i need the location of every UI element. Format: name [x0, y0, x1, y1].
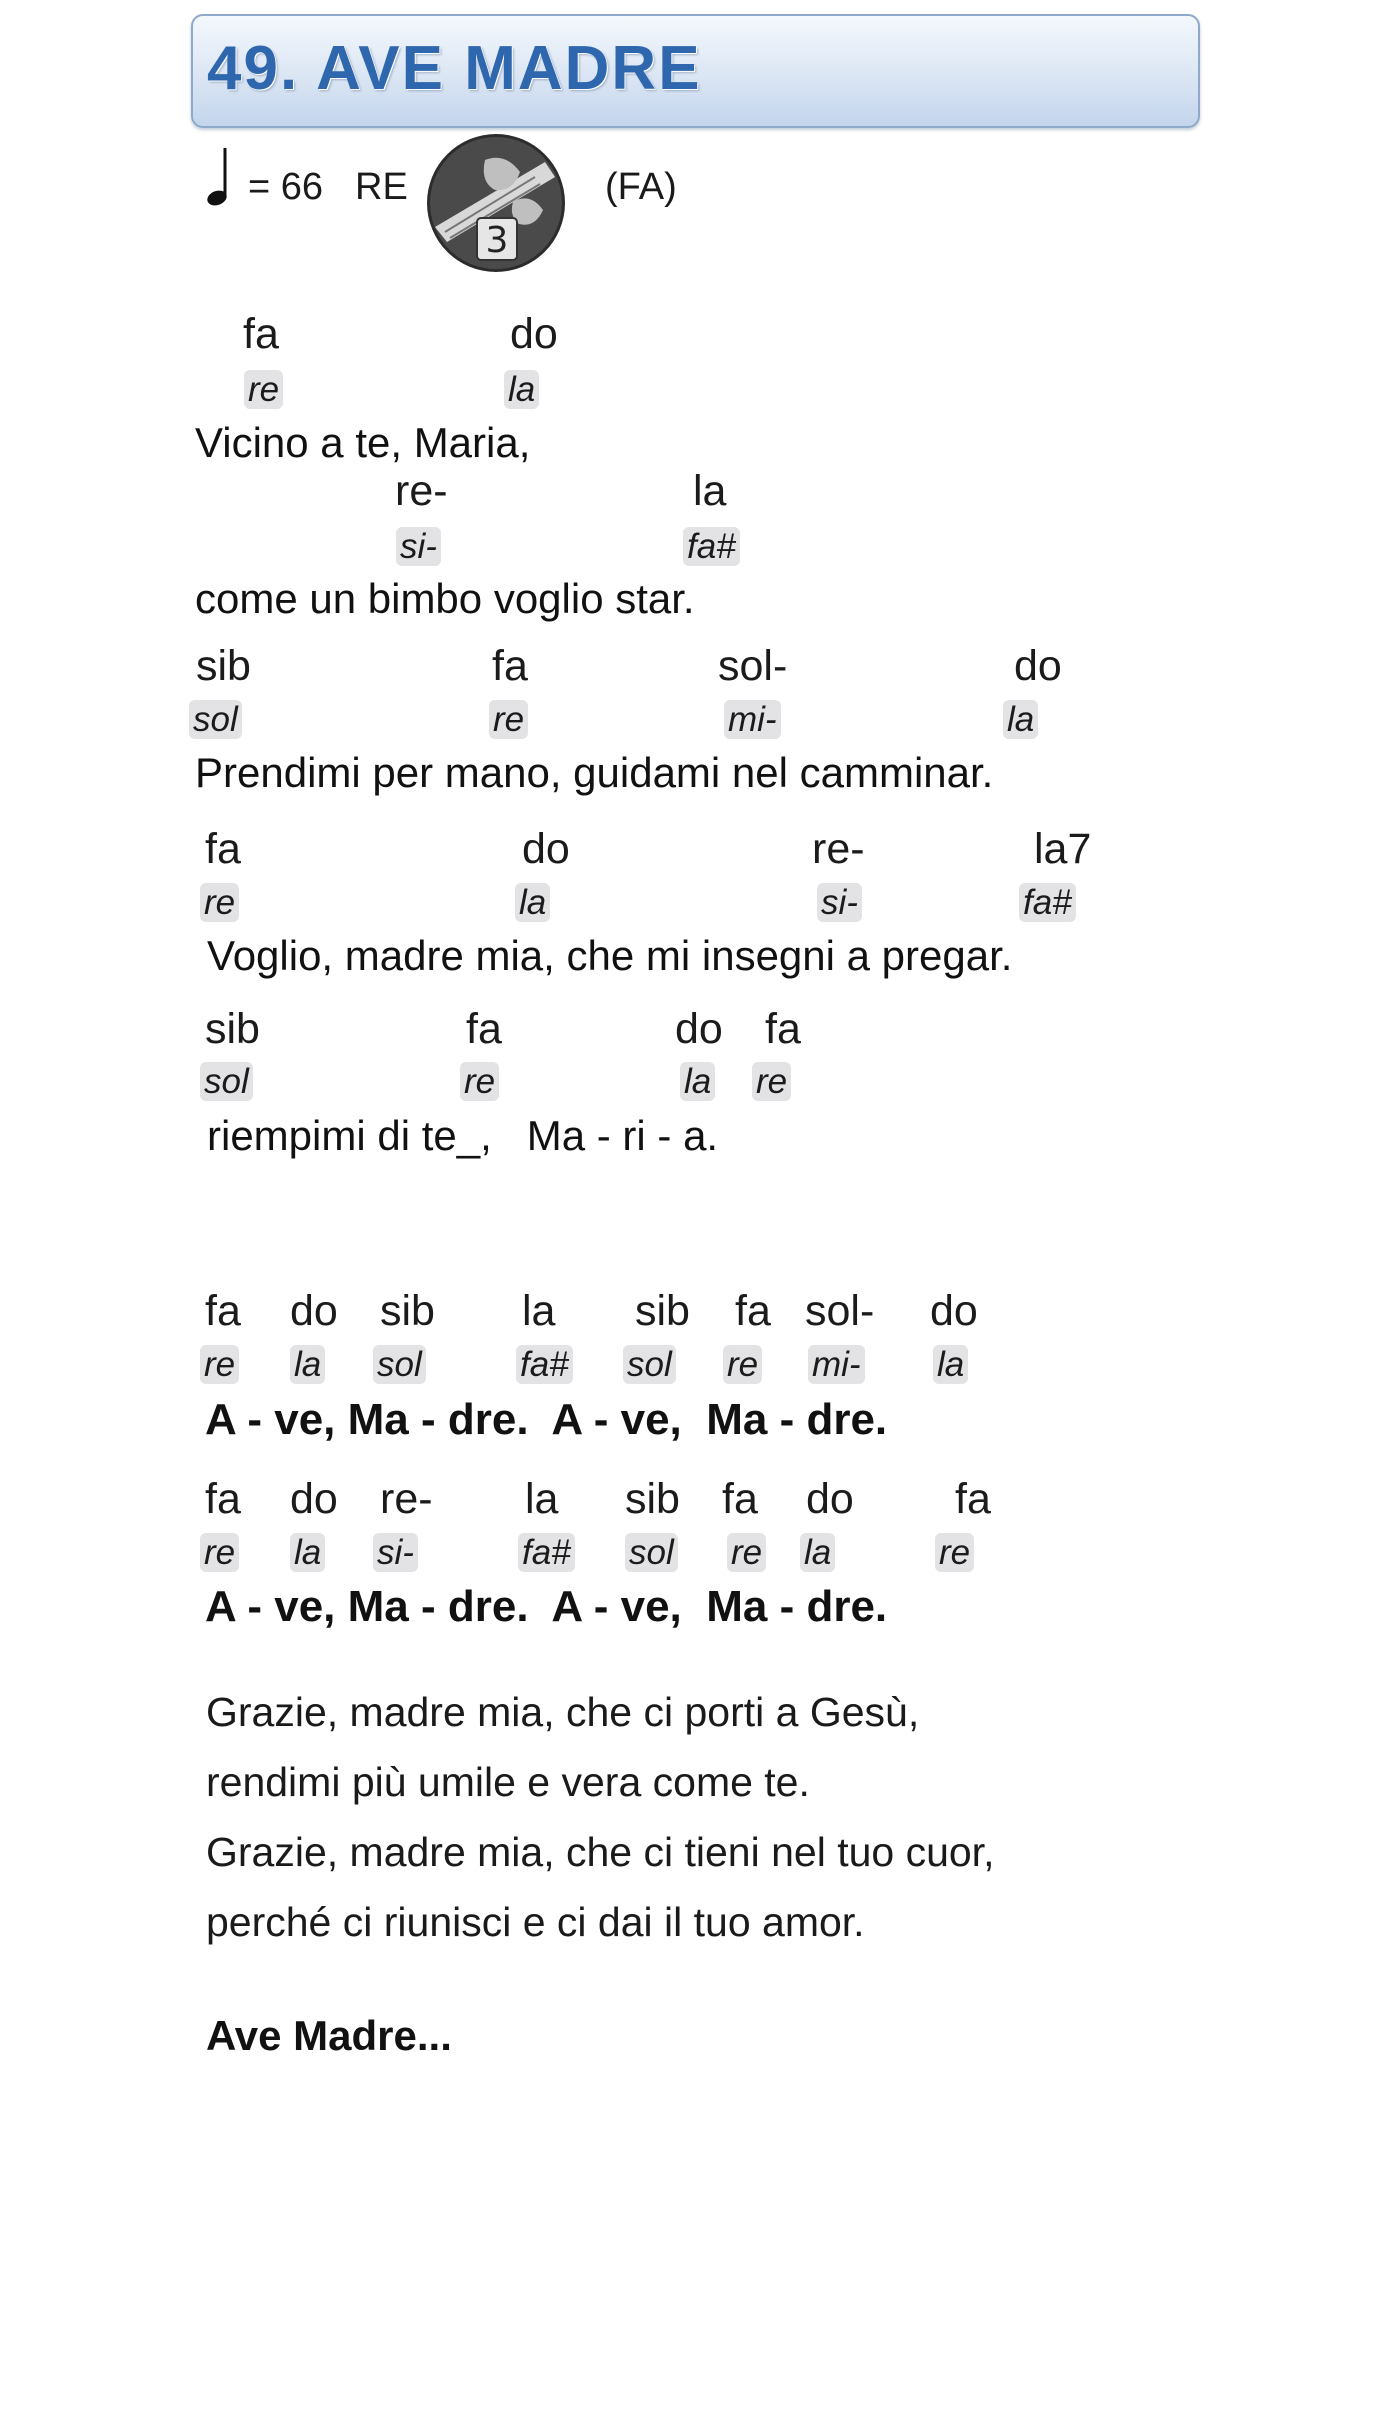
verse-line: perché ci riunisci e ci dai il tuo amor.: [206, 1899, 865, 1945]
alt-chord: la: [515, 883, 550, 922]
alt-chord: re: [200, 1533, 239, 1572]
chord: do: [930, 1287, 978, 1335]
refrain-line: A - ve, Ma - dre. A - ve, Ma - dre.: [205, 1395, 888, 1444]
chord: do: [522, 825, 570, 873]
alt-chord: la: [680, 1062, 715, 1101]
chord: do: [806, 1475, 854, 1523]
lyric-line: riempimi di te_, Ma - ri - a.: [207, 1112, 719, 1159]
alt-chord: sol: [625, 1533, 678, 1572]
alt-chord: la: [933, 1345, 968, 1384]
alt-chord: si-: [373, 1533, 418, 1572]
chord: sol-: [718, 642, 788, 690]
alt-chord: fa#: [516, 1345, 573, 1384]
alt-chord: re: [727, 1533, 766, 1572]
alt-chord: sol: [623, 1345, 676, 1384]
alt-chord: sol: [200, 1062, 253, 1101]
alt-chord: fa#: [518, 1533, 575, 1572]
chord: do: [675, 1005, 723, 1053]
lyric-line: Vicino a te, Maria,: [195, 419, 531, 466]
chord: fa: [735, 1287, 771, 1335]
chord: fa: [205, 1475, 241, 1523]
quarter-note-icon: [205, 146, 235, 208]
alt-chord: la: [800, 1533, 835, 1572]
tempo-key: RE: [355, 166, 408, 208]
chord: sib: [380, 1287, 435, 1335]
chord: fa: [243, 310, 279, 358]
alt-chord: la: [290, 1345, 325, 1384]
guitar-capo-icon: [425, 132, 567, 274]
chord: sib: [625, 1475, 680, 1523]
alt-key: (FA): [605, 166, 677, 208]
verse-line: Grazie, madre mia, che ci porti a Gesù,: [206, 1689, 920, 1735]
chord: fa: [722, 1475, 758, 1523]
alt-chord: la: [504, 370, 539, 409]
chord: re-: [812, 825, 865, 873]
alt-chord: re: [935, 1533, 974, 1572]
chord: fa: [205, 1287, 241, 1335]
song-title: 49. AVE MADRE: [207, 34, 702, 103]
lyric-line: come un bimbo voglio star.: [195, 575, 695, 622]
chord: la: [525, 1475, 559, 1523]
chord: fa: [492, 642, 528, 690]
refrain-reference: Ave Madre...: [206, 2012, 452, 2059]
chord: sol-: [805, 1287, 875, 1335]
alt-chord: sol: [373, 1345, 426, 1384]
chord: do: [290, 1287, 338, 1335]
lyric-line: Voglio, madre mia, che mi insegni a pregar.: [207, 932, 1013, 979]
alt-chord: re: [200, 1345, 239, 1384]
alt-chord: sol: [189, 700, 242, 739]
title-banner: [191, 14, 1200, 128]
alt-chord: la: [290, 1533, 325, 1572]
alt-chord: re: [460, 1062, 499, 1101]
chord: re-: [395, 467, 448, 515]
chord: re-: [380, 1475, 433, 1523]
chord: la: [693, 467, 727, 515]
verse-line: Grazie, madre mia, che ci tieni nel tuo cuor,: [206, 1829, 995, 1875]
alt-chord: la: [1003, 700, 1038, 739]
chord: la7: [1034, 825, 1092, 873]
alt-chord: re: [489, 700, 528, 739]
alt-chord: fa#: [683, 527, 740, 566]
alt-chord: re: [723, 1345, 762, 1384]
refrain-line: A - ve, Ma - dre. A - ve, Ma - dre.: [205, 1582, 888, 1631]
chord: sib: [205, 1005, 260, 1053]
tempo-value: = 66: [248, 166, 324, 208]
chord: fa: [955, 1475, 991, 1523]
alt-chord: re: [752, 1062, 791, 1101]
alt-chord: re: [200, 883, 239, 922]
chord: la: [522, 1287, 556, 1335]
verse-line: rendimi più umile e vera come te.: [206, 1759, 810, 1805]
chord: sib: [635, 1287, 690, 1335]
chord: do: [510, 310, 558, 358]
alt-chord: fa#: [1019, 883, 1076, 922]
alt-chord: si-: [817, 883, 862, 922]
chord: fa: [765, 1005, 801, 1053]
alt-chord: re: [244, 370, 283, 409]
chord: do: [290, 1475, 338, 1523]
chord: do: [1014, 642, 1062, 690]
alt-chord: mi-: [724, 700, 781, 739]
alt-chord: mi-: [808, 1345, 865, 1384]
chord: fa: [205, 825, 241, 873]
chord: fa: [466, 1005, 502, 1053]
chord: sib: [196, 642, 251, 690]
alt-chord: si-: [396, 527, 441, 566]
lyric-line: Prendimi per mano, guidami nel camminar.: [195, 749, 994, 796]
capo-number: 3: [485, 220, 509, 261]
